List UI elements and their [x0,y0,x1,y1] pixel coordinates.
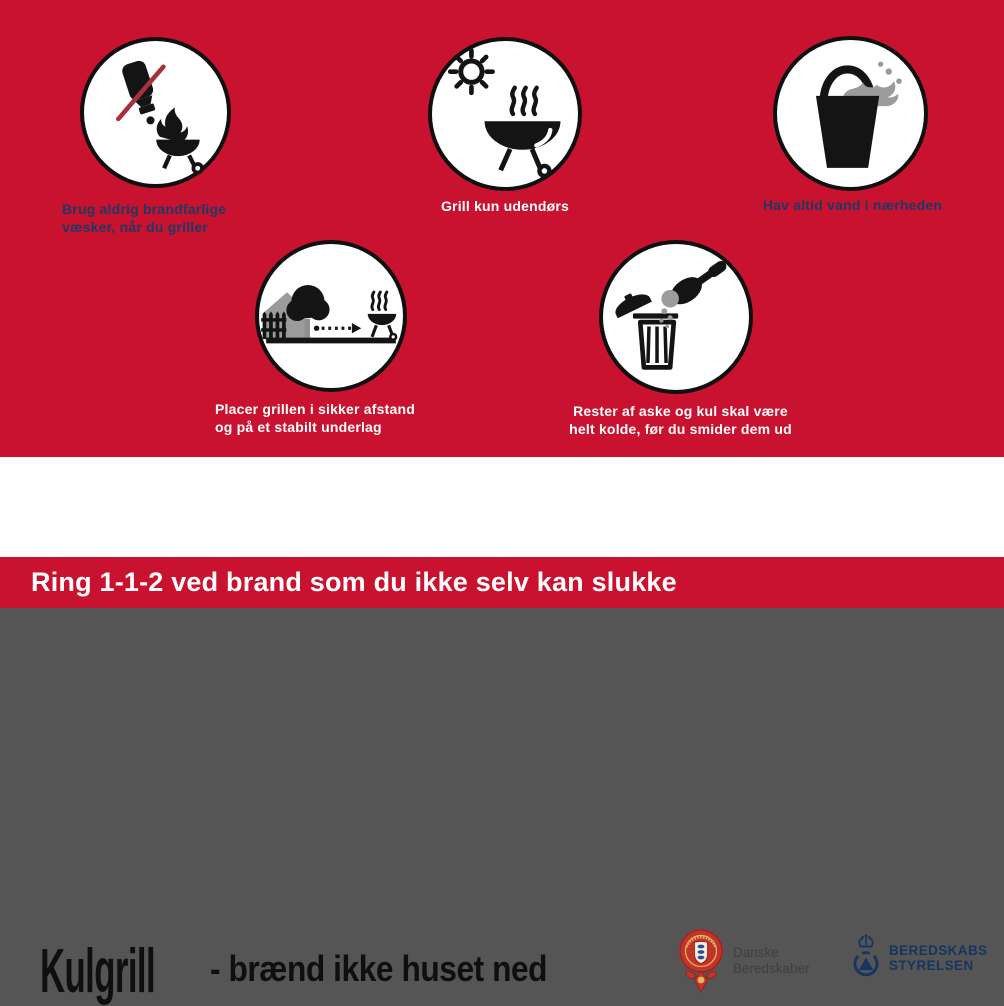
caption-line: og på et stabilt underlag [215,418,382,435]
caption-line: helt kolde, før du smider dem ud [569,420,792,437]
danske-beredskaber-label [733,945,810,977]
logo-text-line: Beredskaber [733,961,810,976]
tip-badge-grill-outdoors [428,37,582,191]
grill-outdoors-icon [432,41,578,187]
beredskabsstyrelsen-emblem-icon [851,934,881,982]
tip-caption-water-nearby [750,197,955,215]
tip-badge-no-flammable-liquids [80,37,231,188]
caption-line: Rester af aske og kul skal være [573,403,788,419]
beredskabsstyrelsen-logo [851,934,988,982]
emergency-bar [0,557,1004,608]
poster-title: Kulgrill [40,937,156,1006]
tip-caption-cold-ashes [558,403,803,438]
logo-text-line: Danske [733,945,779,960]
tip-badge-safe-distance [255,240,407,392]
beredskabsstyrelsen-label [889,943,988,973]
tip-caption-no-flammable-liquids [62,201,226,236]
safe-distance-icon [259,244,403,388]
tip-caption-safe-distance [215,401,415,436]
danske-beredskaber-logo [678,928,810,994]
water-bucket-icon [777,40,924,187]
emergency-text: Ring 1-1-2 ved brand som du ikke selv kan slukke [31,567,677,597]
caption-line: Brug aldrig brandfarlige [62,201,227,217]
logo-text-line: BEREDSKABS [889,943,988,958]
cold-ashes-icon [603,244,749,390]
no-flammable-liquids-icon [84,41,227,184]
logo-text-line: STYRELSEN [889,958,974,973]
caption-line: væsker, når du griller [62,218,209,235]
caption-line: Placer grillen i sikker afstand [215,401,415,417]
tip-caption-grill-outdoors [428,198,582,216]
caption-line: Grill kun udendørs [440,198,570,214]
caption-line: Hav altid vand i nærheden [762,197,943,213]
tip-badge-water-nearby [773,36,928,191]
tip-badge-cold-ashes [599,240,753,394]
danske-beredskaber-emblem-icon [678,928,724,994]
poster-subtitle: - brænd ikke huset ned [210,948,548,989]
